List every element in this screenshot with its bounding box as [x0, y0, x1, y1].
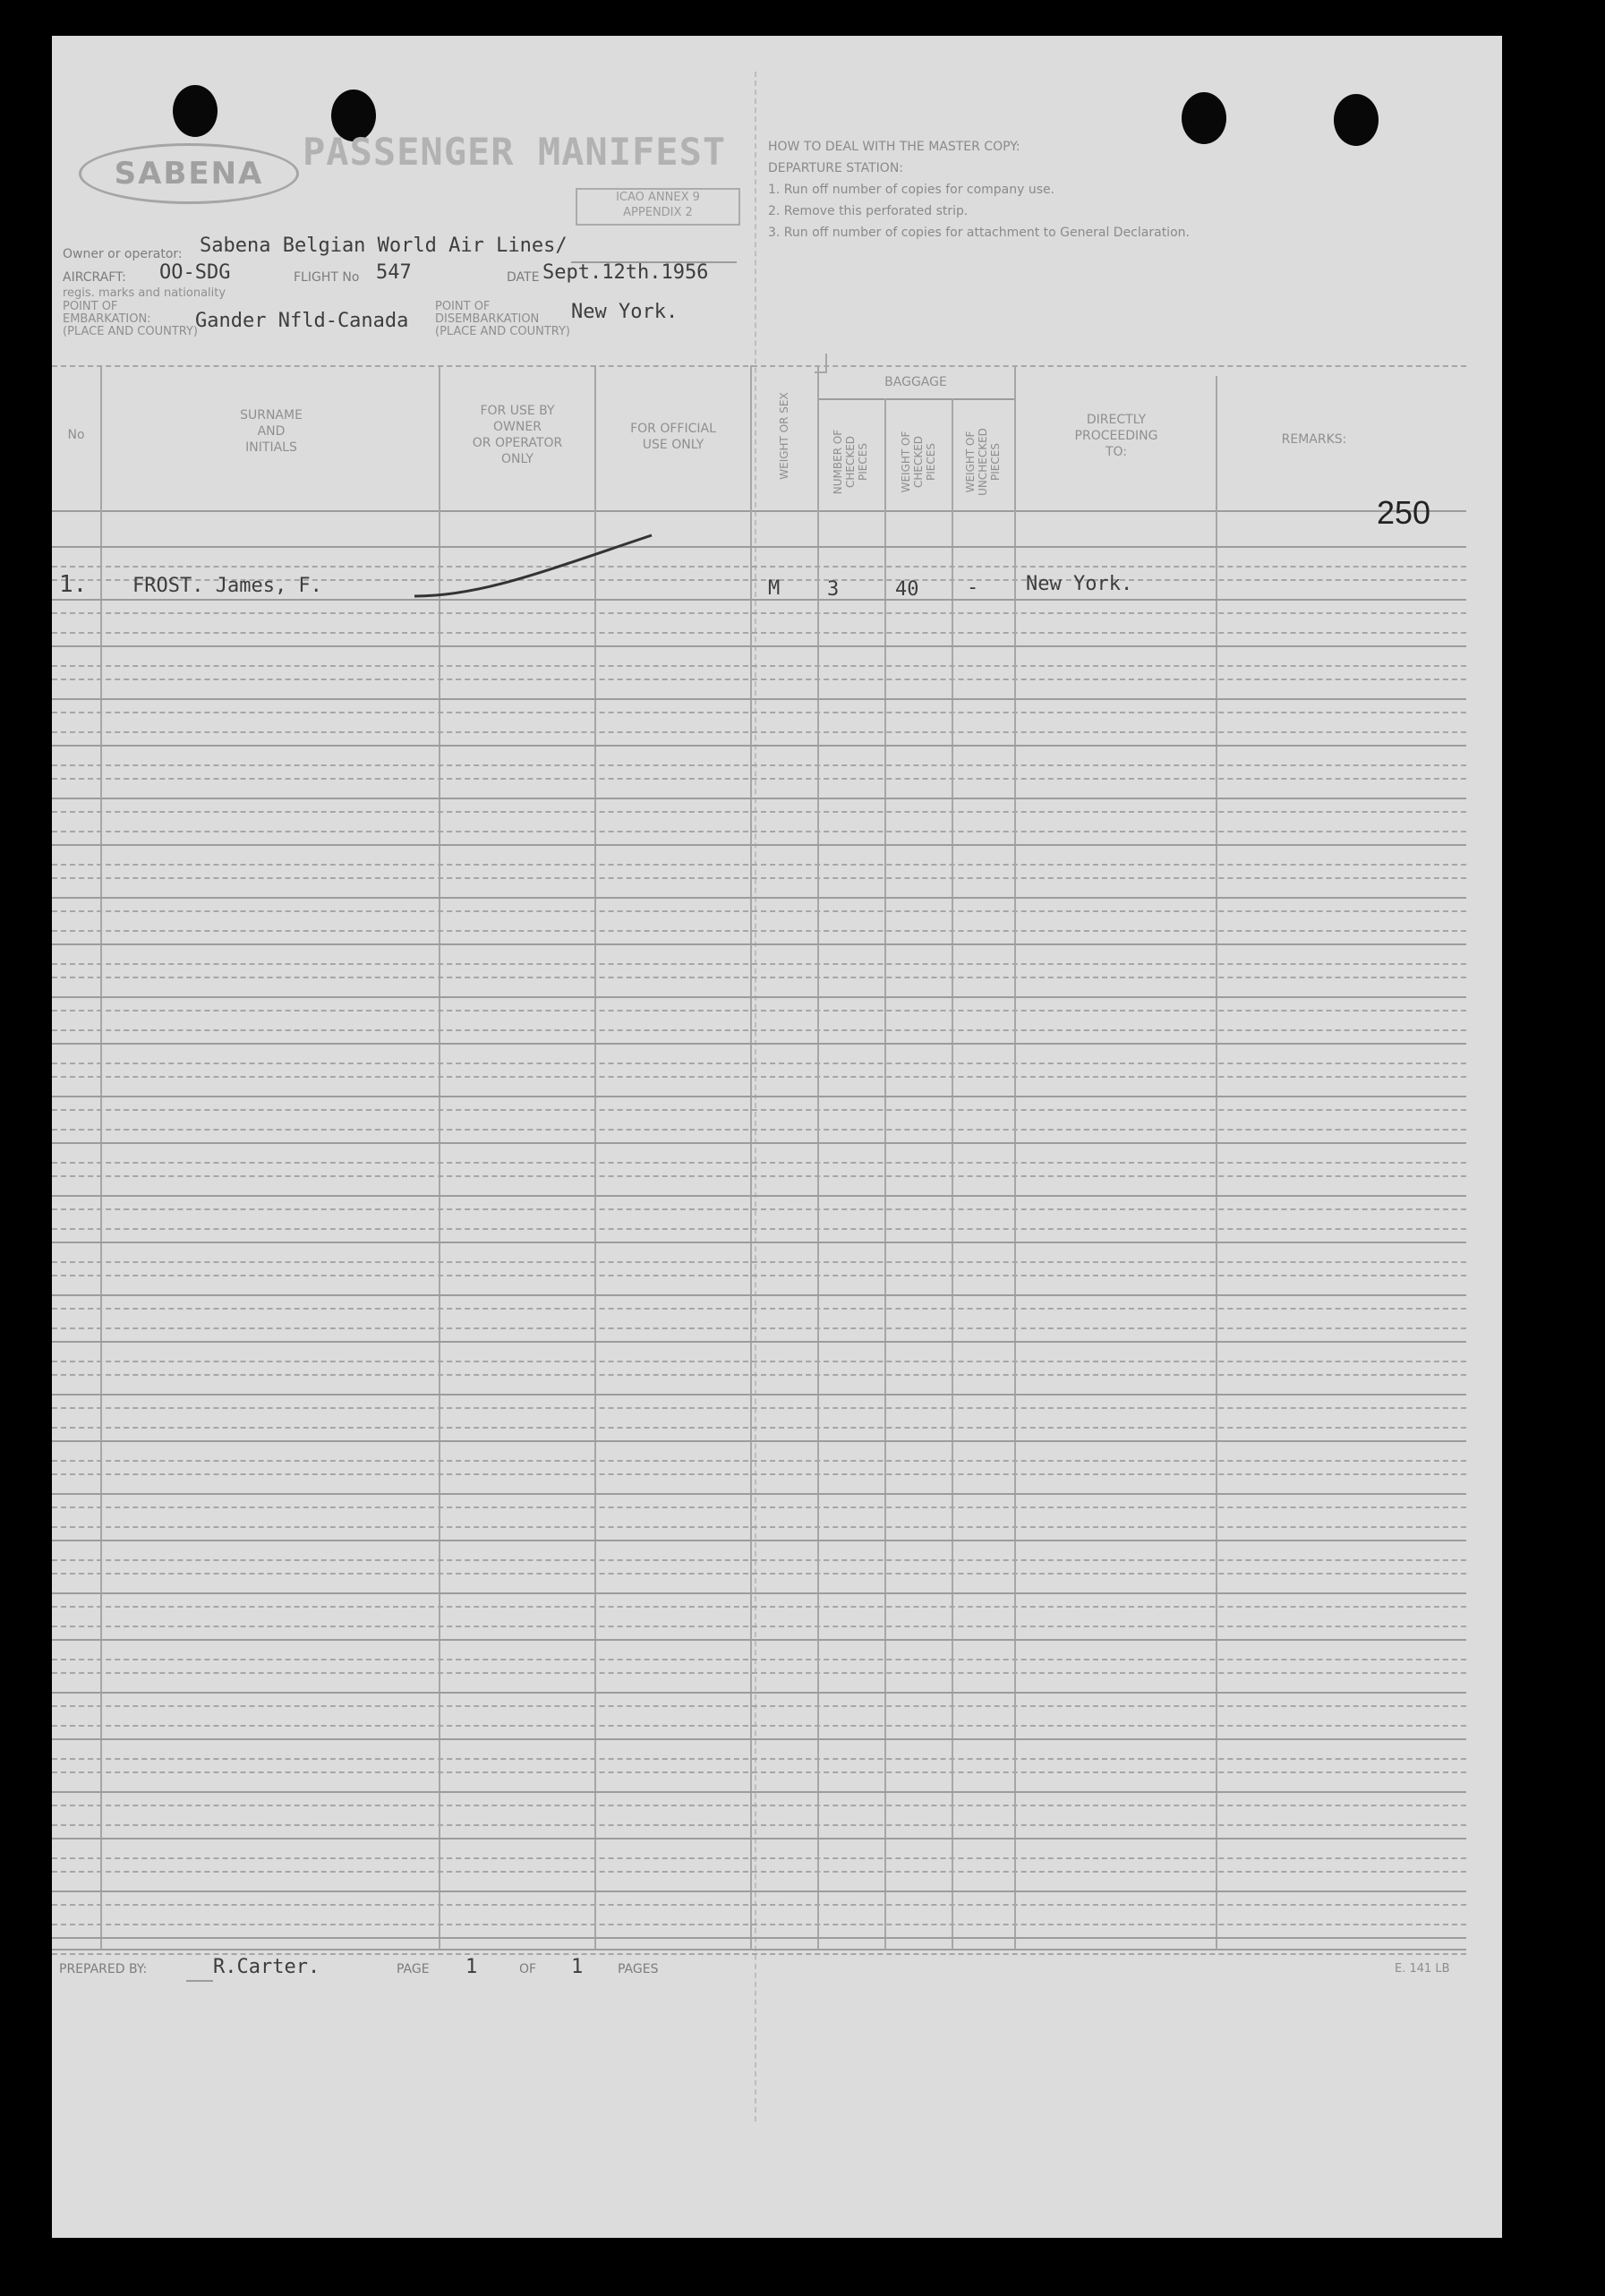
- table-row-line: [52, 977, 1466, 978]
- header-proceeding-line: TO:: [1105, 445, 1128, 459]
- table-row-line: [52, 1506, 1466, 1508]
- table-row-line: [52, 1142, 1466, 1144]
- table-row-line: [52, 1394, 1466, 1396]
- header-owner-line: ONLY: [501, 452, 534, 466]
- table-row-line: [52, 632, 1466, 634]
- table-row-line: [52, 1924, 1466, 1925]
- header-unchecked-weight: [964, 399, 1002, 525]
- table-row-line: [52, 1805, 1466, 1806]
- table-row-line: [52, 844, 1466, 846]
- header-owner-use: [442, 403, 593, 467]
- header-checked-pieces: [832, 399, 869, 525]
- instructions-subheading: DEPARTURE STATION:: [768, 161, 904, 175]
- header-no: No: [67, 428, 85, 442]
- instruction-item: 1. Run off number of copies for company use.: [768, 183, 1055, 197]
- table-row-line: [52, 1427, 1466, 1429]
- header-owner-line: OWNER: [493, 420, 542, 434]
- page-value: 1: [465, 1956, 478, 1978]
- table-row-line: [52, 1010, 1466, 1011]
- table-row-line: [52, 1705, 1466, 1707]
- header-unchecked-weight-line: PIECES: [989, 443, 1002, 481]
- table-row-line: [52, 1076, 1466, 1078]
- disembarkation-label-1: POINT OF: [435, 300, 491, 313]
- table-row-line: [52, 1374, 1466, 1376]
- table-row-line: [52, 1559, 1466, 1561]
- instruction-item: 2. Remove this perforated strip.: [768, 204, 969, 218]
- icao-line-2: APPENDIX 2: [623, 206, 693, 219]
- table-row-line: [52, 1540, 1466, 1541]
- table-row-line: [52, 811, 1466, 813]
- prepared-value: R.Carter.: [213, 1956, 320, 1978]
- table-row-line: [52, 698, 1466, 700]
- owner-value: Sabena Belgian World Air Lines/: [200, 235, 568, 257]
- table-row-line: [52, 1937, 1466, 1939]
- table-row-line: [52, 665, 1466, 667]
- document-title: PASSENGER MANIFEST: [303, 130, 727, 174]
- table-row-line: [52, 1891, 1466, 1892]
- table-row-line: [52, 930, 1466, 932]
- prepared-label: PREPARED BY:: [59, 1962, 148, 1976]
- flight-label: FLIGHT No: [294, 270, 360, 285]
- table-row-line: [52, 1659, 1466, 1660]
- header-checked-pieces-line: PIECES: [857, 443, 869, 481]
- table-row-line: [52, 943, 1466, 945]
- table-row-line: [52, 1672, 1466, 1674]
- col-divider: [817, 365, 819, 1950]
- checkmark-stroke: [410, 526, 661, 607]
- header-proceeding-line: DIRECTLY: [1086, 413, 1147, 427]
- of-value: 1: [571, 1956, 584, 1978]
- table-row-line: [52, 1692, 1466, 1694]
- table-row-line: [52, 1573, 1466, 1575]
- owner-label: Owner or operator:: [63, 247, 183, 261]
- icao-reference-box: [576, 188, 740, 226]
- sabena-logo: SABENA: [79, 143, 299, 204]
- of-label: OF: [519, 1962, 537, 1976]
- col-divider: [952, 398, 953, 1950]
- aircraft-sublabel: regis. marks and nationality: [63, 286, 226, 300]
- disembarkation-value: New York.: [571, 301, 679, 323]
- header-checked-weight-line: PIECES: [925, 443, 937, 481]
- table-row-line: [52, 1195, 1466, 1197]
- header-checked-weight-line: CHECKED: [912, 435, 925, 489]
- table-row-line: [52, 1261, 1466, 1263]
- header-weight-or-sex: WEIGHT OR SEX: [778, 392, 790, 480]
- table-row-line: [52, 745, 1466, 747]
- table-row-line: [52, 1327, 1466, 1329]
- header-checked-pieces-line: NUMBER OF: [832, 429, 844, 495]
- row-name: FROST. James, F.: [132, 575, 322, 597]
- table-row-line: [52, 566, 1466, 568]
- header-remarks: REMARKS:: [1281, 432, 1347, 447]
- header-proceeding-line: PROCEEDING: [1074, 429, 1158, 443]
- page-label: PAGE: [397, 1962, 430, 1976]
- col-divider: [100, 365, 102, 1950]
- header-surname-line: INITIALS: [245, 440, 297, 455]
- header-checked-pieces-line: CHECKED: [844, 435, 857, 489]
- table-row-line: [52, 831, 1466, 832]
- disembarkation-label: [435, 301, 570, 338]
- table-row-line: [52, 1857, 1466, 1859]
- table-row-line: [52, 1029, 1466, 1031]
- row-unchecked: -: [967, 576, 979, 599]
- table-row-line: [52, 1096, 1466, 1097]
- manifest-sheet: [52, 36, 1502, 2238]
- punch-hole: [1334, 94, 1379, 146]
- header-official-line: USE ONLY: [642, 438, 704, 452]
- table-row-line: [52, 1725, 1466, 1727]
- table-row-line: [52, 1109, 1466, 1111]
- col-divider: [750, 365, 752, 1950]
- table-bottom-border: [52, 1949, 1466, 1950]
- table-row-line: [52, 1592, 1466, 1594]
- header-owner-line: FOR USE BY: [480, 404, 555, 418]
- embarkation-label-2: EMBARKATION:: [63, 312, 151, 326]
- table-row-line: [52, 1294, 1466, 1296]
- header-unchecked-weight-line: WEIGHT OF: [964, 431, 977, 493]
- row-no: 1.: [59, 571, 88, 598]
- row-destination: New York.: [1026, 573, 1133, 595]
- date-label: DATE: [507, 270, 540, 285]
- instruction-item: 3. Run off number of copies for attachment to General Declaration.: [768, 226, 1190, 240]
- aircraft-label: AIRCRAFT:: [63, 270, 126, 285]
- header-surname-line: SURNAME: [240, 408, 303, 422]
- table-row-line: [52, 1606, 1466, 1608]
- table-row-line: [52, 1242, 1466, 1243]
- table-row-line: [52, 1824, 1466, 1826]
- aircraft-value: OO-SDG: [159, 261, 231, 284]
- header-official-line: FOR OFFICIAL: [630, 422, 716, 436]
- table-row-line: [52, 712, 1466, 713]
- embarkation-label-1: POINT OF: [63, 300, 118, 313]
- table-row-line: [52, 877, 1466, 879]
- table-row-line: [52, 1639, 1466, 1641]
- instructions: [768, 136, 1190, 243]
- table-row-line: [52, 1473, 1466, 1475]
- punch-hole: [173, 85, 218, 137]
- disembarkation-label-3: (PLACE AND COUNTRY): [435, 325, 571, 338]
- table-row-line: [52, 546, 1466, 548]
- table-header-bottom-border: [52, 510, 1466, 512]
- table-row-line: [52, 1460, 1466, 1462]
- pages-label: PAGES: [618, 1962, 659, 1976]
- table-row-line: [52, 1129, 1466, 1131]
- table-row-line: [52, 645, 1466, 647]
- table-row-line: [52, 1341, 1466, 1343]
- prepared-underline-left: [186, 1980, 213, 1982]
- instructions-heading: HOW TO DEAL WITH THE MASTER COPY:: [768, 140, 1020, 154]
- row-weight: 40: [895, 578, 919, 601]
- header-surname: [106, 407, 437, 456]
- table-row-line: [52, 731, 1466, 733]
- table-row-line: [52, 1043, 1466, 1045]
- embarkation-label-3: (PLACE AND COUNTRY): [63, 325, 199, 338]
- table-row-line: [52, 778, 1466, 780]
- table-row-line: [52, 764, 1466, 766]
- header-checked-weight-line: WEIGHT OF: [900, 431, 912, 493]
- col-divider: [884, 398, 886, 1950]
- header-owner-line: OR OPERATOR: [472, 436, 563, 450]
- table-row-line: [52, 612, 1466, 614]
- table-row-line: [52, 1904, 1466, 1906]
- table-row-line: [52, 1871, 1466, 1873]
- table-row-line: [52, 910, 1466, 912]
- icao-line-1: ICAO ANNEX 9: [616, 191, 700, 204]
- embarkation-label: [63, 301, 198, 338]
- table-row-line: [52, 1791, 1466, 1793]
- table-row-line: [52, 1162, 1466, 1164]
- table-row-line: [52, 1626, 1466, 1627]
- table-row-line: [52, 1063, 1466, 1064]
- table-bottom-border-dashed: [52, 1953, 1466, 1955]
- header-proceeding: [1019, 412, 1214, 460]
- table-row-line: [52, 1493, 1466, 1495]
- table-row-line: [52, 1771, 1466, 1773]
- table-top-border: [52, 365, 1466, 367]
- table-row-line: [52, 679, 1466, 680]
- table-row-line: [52, 1440, 1466, 1442]
- flight-value: 547: [376, 261, 412, 284]
- table-row-line: [52, 798, 1466, 799]
- col-divider: [1014, 365, 1016, 1950]
- row-pieces: 3: [827, 578, 840, 601]
- table-row-line: [52, 864, 1466, 866]
- table-row-line: [52, 897, 1466, 899]
- embarkation-value: Gander Nfld-Canada: [195, 310, 409, 332]
- table-row-line: [52, 1526, 1466, 1528]
- table-row-line: [52, 599, 1466, 601]
- table-row-line: [52, 963, 1466, 965]
- table-row-line: [52, 1838, 1466, 1839]
- table-row-line: [52, 1758, 1466, 1760]
- table-row-line: [52, 1275, 1466, 1276]
- header-official-use: [598, 421, 748, 453]
- table-row-line: [52, 1407, 1466, 1409]
- disembarkation-label-2: DISEMBARKATION: [435, 312, 540, 326]
- table-row-line: [52, 1208, 1466, 1210]
- table-row-line: [52, 1228, 1466, 1230]
- header-unchecked-weight-line: UNCHECKED: [977, 428, 989, 496]
- table-row-line: [52, 996, 1466, 998]
- table-row-line: [52, 1361, 1466, 1362]
- date-value: Sept.12th.1956: [542, 261, 709, 284]
- table-row-line: [52, 1308, 1466, 1310]
- table-row-line: [52, 1175, 1466, 1177]
- table-row-line: [52, 1738, 1466, 1740]
- header-surname-line: AND: [257, 424, 286, 439]
- row-sex: M: [768, 577, 781, 600]
- header-checked-weight: [900, 399, 937, 525]
- remarks-number: 250: [1377, 494, 1431, 531]
- header-baggage: BAGGAGE: [884, 375, 947, 389]
- form-code: E. 141 LB: [1395, 1962, 1450, 1976]
